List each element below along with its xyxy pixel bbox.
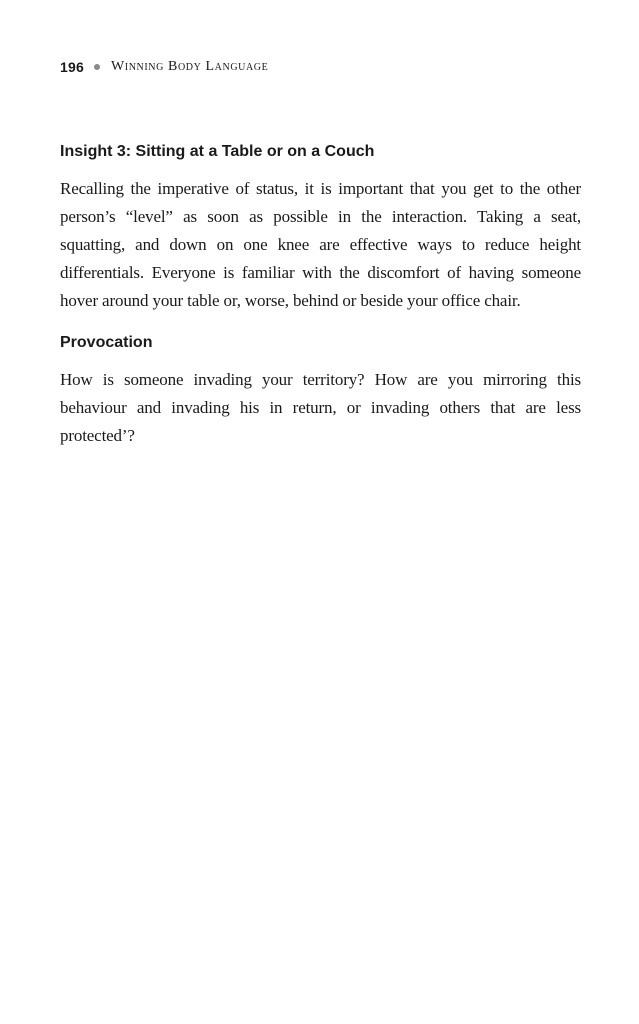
provocation-heading: Provocation bbox=[60, 334, 153, 351]
running-head bbox=[60, 57, 268, 77]
book-title: Winning Body Language bbox=[110, 59, 269, 74]
section-heading: Insight 3: Sitting at a Table or on a Couch bbox=[60, 143, 375, 160]
page-number: 196 bbox=[60, 59, 84, 75]
bullet-separator-icon bbox=[94, 64, 100, 70]
provocation-paragraph: How is someone invading your territory? How are you mirroring this behaviour and invading his in return, or invading others that are less protected’? bbox=[60, 370, 581, 445]
section-paragraph: Recalling the imperative of status, it is important that you get to the other person’s “level” as soon as possible in the interaction. Taking a seat, squatting, and down on one knee are effective ways to reduce height differentials. Everyone is familiar with the discomfort of having someone hover around your table or, worse, behind or beside your office chair. bbox=[60, 179, 581, 310]
